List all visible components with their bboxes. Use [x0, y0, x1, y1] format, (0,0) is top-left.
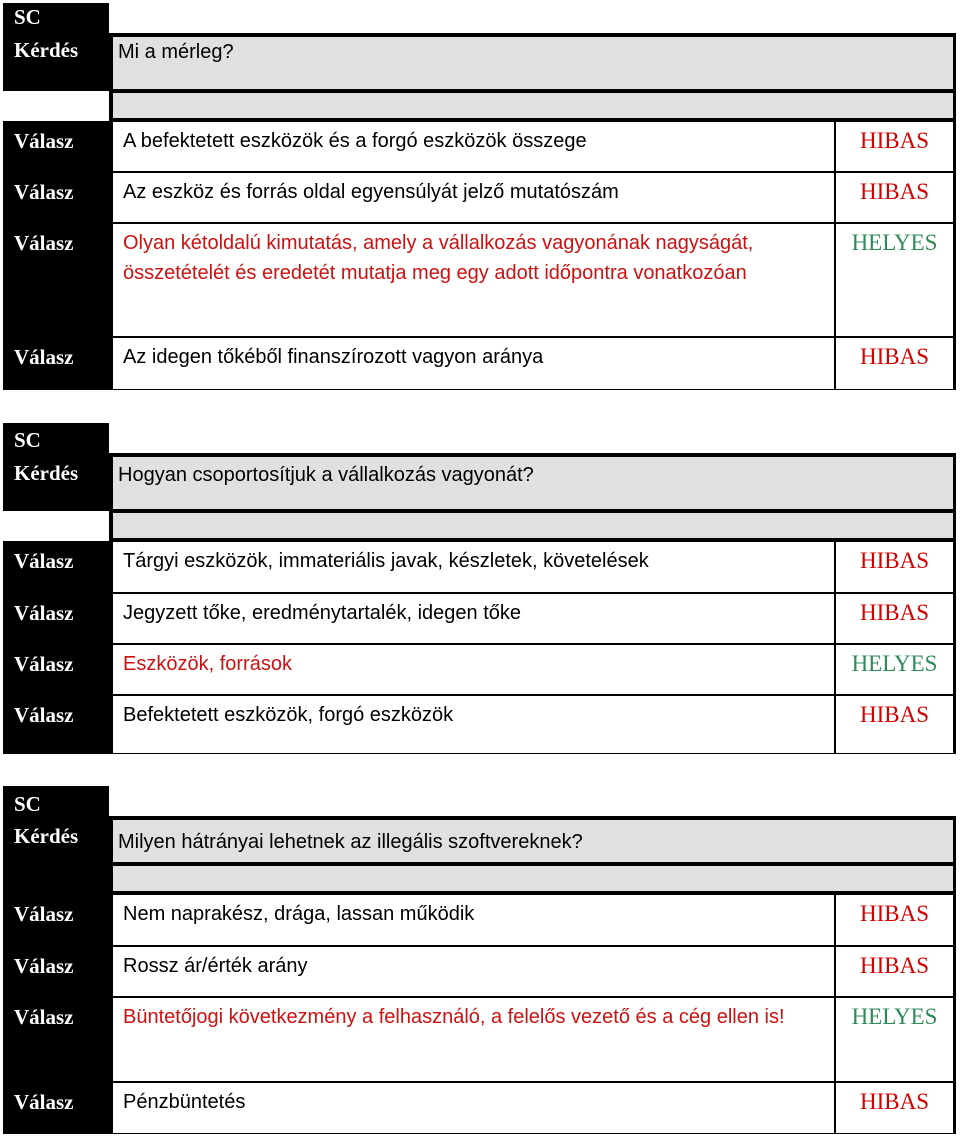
answer-row	[3, 121, 956, 172]
question-label: Kérdés	[14, 824, 79, 848]
question-text: Mi a mérleg?	[118, 41, 234, 63]
answer-text: Rossz ár/érték arány	[123, 955, 308, 977]
verdict-wrong: HIBAS	[859, 128, 929, 153]
verdict-wrong: HIBAS	[859, 344, 929, 369]
answer-label: Válasz	[14, 652, 74, 676]
answer-label: Válasz	[14, 129, 74, 153]
answer-label: Válasz	[14, 902, 74, 926]
verdict-wrong: HIBAS	[859, 548, 929, 573]
answer-row	[3, 894, 956, 946]
answer-row	[3, 541, 956, 593]
question-text: Milyen hátrányai lehetnek az illegális szoftvereknek?	[118, 831, 583, 853]
answer-label: Válasz	[14, 231, 74, 255]
answer-label: Válasz	[14, 1090, 74, 1114]
type-label: SC	[14, 5, 41, 29]
answer-text-correct: Büntetőjogi következmény a felhasználó, a felelős vezető és a cég ellen is!	[123, 1006, 785, 1028]
type-label-cell	[3, 423, 109, 511]
question-cell	[109, 453, 956, 511]
type-label: SC	[14, 792, 41, 816]
answer-label: Válasz	[14, 345, 74, 369]
answer-label: Válasz	[14, 1005, 74, 1029]
question-spacer	[109, 511, 956, 541]
question-label: Kérdés	[14, 461, 79, 485]
type-label-cell	[3, 3, 109, 91]
answer-row	[3, 223, 956, 337]
answer-row	[3, 172, 956, 223]
question-text: Hogyan csoportosítjuk a vállalkozás vagyonát?	[118, 464, 534, 486]
answer-text: A befektetett eszközök és a forgó eszközök összege	[123, 130, 587, 152]
question-block-3	[3, 786, 956, 1134]
answer-label: Válasz	[14, 180, 74, 204]
answer-row	[3, 1082, 956, 1134]
type-label: SC	[14, 428, 41, 452]
answer-label: Válasz	[14, 703, 74, 727]
question-block-2	[3, 423, 956, 754]
question-label: Kérdés	[14, 38, 79, 62]
answer-row	[3, 644, 956, 695]
answer-text: Pénzbüntetés	[123, 1091, 246, 1113]
answer-row	[3, 593, 956, 644]
verdict-wrong: HIBAS	[859, 179, 929, 204]
verdict-correct: HELYES	[851, 651, 938, 676]
verdict-wrong: HIBAS	[859, 953, 929, 978]
verdict-wrong: HIBAS	[859, 600, 929, 625]
answer-label: Válasz	[14, 549, 74, 573]
answer-text: Jegyzett tőke, eredménytartalék, idegen tőke	[123, 602, 522, 624]
answer-text: Az idegen tőkéből finanszírozott vagyon aránya	[123, 346, 544, 368]
answer-text-correct: Eszközök, források	[123, 653, 292, 675]
answer-row	[3, 946, 956, 997]
answer-text: Tárgyi eszközök, immateriális javak, készletek, követelések	[123, 550, 649, 572]
answer-text: Nem naprakész, drága, lassan működik	[123, 903, 475, 925]
answer-row	[3, 997, 956, 1082]
question-block-1	[3, 3, 956, 390]
question-cell	[109, 816, 956, 864]
answer-row	[3, 695, 956, 754]
question-cell	[109, 33, 956, 91]
answer-label: Válasz	[14, 601, 74, 625]
verdict-wrong: HIBAS	[859, 1089, 929, 1114]
verdict-wrong: HIBAS	[859, 901, 929, 926]
answer-text: Befektetett eszközök, forgó eszközök	[123, 704, 454, 726]
answer-text: Az eszköz és forrás oldal egyensúlyát jelző mutatószám	[123, 181, 619, 203]
answer-text-correct: Olyan kétoldalú kimutatás, amely a vállalkozás vagyonának nagyságát, összetételét és eredetét mutatja meg egy adott időpontra vonatkozóan	[123, 232, 754, 284]
question-spacer	[109, 864, 956, 894]
type-label-cell	[3, 786, 109, 894]
answer-label: Válasz	[14, 954, 74, 978]
question-spacer	[109, 91, 956, 121]
verdict-correct: HELYES	[851, 230, 938, 255]
verdict-correct: HELYES	[851, 1004, 938, 1029]
answer-row	[3, 337, 956, 390]
verdict-wrong: HIBAS	[859, 702, 929, 727]
